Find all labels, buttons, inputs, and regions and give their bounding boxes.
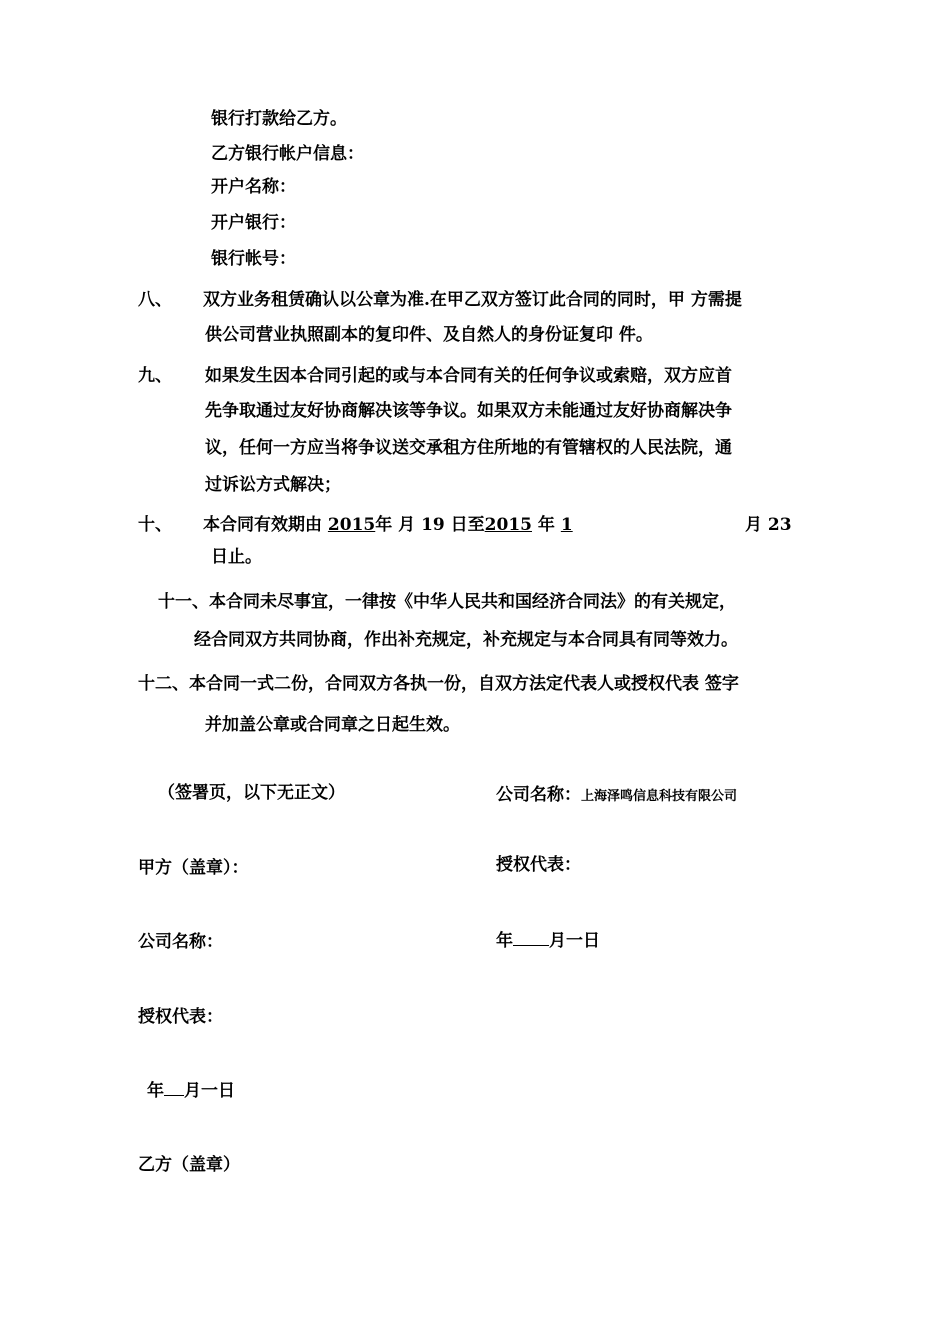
clause-text: 先争取通过友好协商解决该等争议。如果双方未能通过友好协商解决争 bbox=[205, 401, 732, 421]
clause-text: 如果发生因本合同引起的或与本合同有关的任何争议或索赔，双方应首 bbox=[205, 366, 732, 386]
authorized-rep-label: 授权代表： bbox=[138, 1007, 223, 1027]
text-line: 银行帐号： bbox=[211, 249, 296, 269]
clause-text: 十一、本合同未尽事宜，一律按《中华人民共和国经济合同法》的有关规定， bbox=[158, 592, 736, 612]
clause-number: 十、 bbox=[138, 515, 172, 535]
term-month-end: 1 bbox=[560, 515, 573, 535]
clause-text: 供公司营业执照副本的复印件、及自然人的身份证复印 件。 bbox=[205, 325, 653, 345]
text-line: 开户名称： bbox=[211, 177, 296, 197]
term-year-start: 2015 bbox=[327, 515, 376, 535]
text-line: 开户银行： bbox=[211, 213, 296, 233]
clause-text: 议，任何一方应当将争议送交承租方住所地的有管辖权的人民法院，通 bbox=[205, 438, 732, 458]
clause-text: 并加盖公章或合同章之日起生效。 bbox=[205, 715, 460, 735]
company-value: 上海泽鸣信息科技有限公司 bbox=[581, 789, 738, 804]
term-text: 本合同有效期由 bbox=[203, 515, 328, 535]
term-text: 年 月 19 日至 bbox=[375, 515, 485, 535]
authorized-rep-label: 授权代表： bbox=[496, 855, 581, 875]
party-a-seal: 甲方（盖章）： bbox=[138, 858, 249, 878]
clause-text: 十二、本合同一式二份，合同双方各执一份，自双方法定代表人或授权代表 签字 bbox=[138, 674, 739, 694]
date-line: 年 月一日 bbox=[147, 1081, 235, 1101]
clause-text: 双方业务租赁确认以公章为准.在甲乙双方签订此合同的同时，甲 方需提 bbox=[203, 290, 742, 310]
term-text: 月 23 bbox=[745, 515, 792, 535]
clause-number: 八、 bbox=[138, 290, 172, 310]
company-name-line bbox=[496, 784, 737, 808]
date-line: 年 月一日 bbox=[496, 931, 600, 951]
date-blank bbox=[513, 929, 549, 946]
clause-number: 九、 bbox=[138, 366, 172, 386]
clause-text bbox=[203, 514, 573, 536]
party-b-seal: 乙方（盖章） bbox=[138, 1155, 240, 1175]
text-line: 银行打款给乙方。 bbox=[211, 109, 347, 129]
text-line: 乙方银行帐户信息： bbox=[211, 144, 364, 164]
term-year-end: 2015 bbox=[484, 515, 532, 535]
company-label: 公司名称： bbox=[496, 785, 581, 805]
term-text: 年 bbox=[532, 515, 561, 535]
clause-text: 经合同双方共同协商，作出补充规定，补充规定与本合同具有同等效力。 bbox=[194, 630, 738, 650]
clause-text: 过诉讼方式解决； bbox=[205, 475, 341, 495]
company-name-label: 公司名称： bbox=[138, 932, 223, 952]
signature-note: （签署页，以下无正文） bbox=[158, 783, 345, 803]
date-blank bbox=[164, 1079, 184, 1096]
clause-text: 日止。 bbox=[211, 547, 262, 567]
